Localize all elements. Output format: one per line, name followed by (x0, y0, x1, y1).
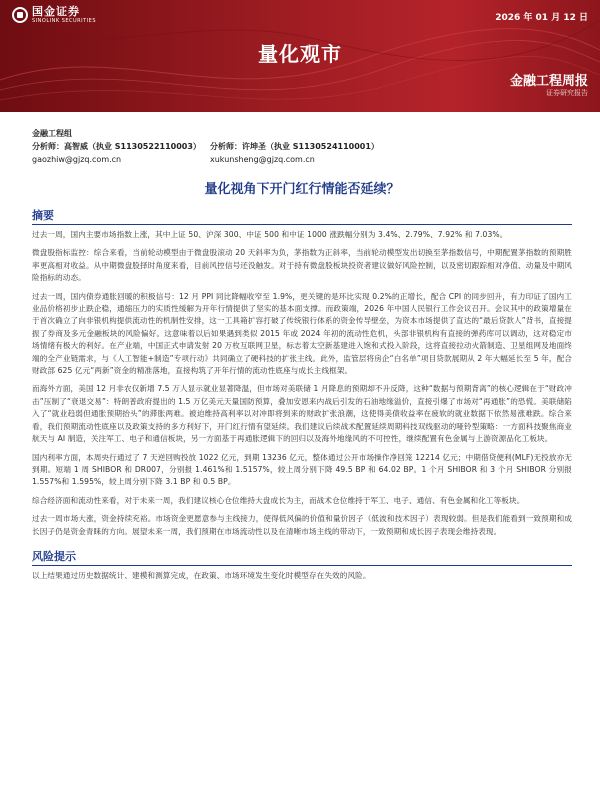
logo-name-cn: 国金证券 (32, 5, 80, 18)
summary-paragraph: 综合经济面和流动性来看，对于未来一周，我们建议核心仓位维持大盘成长为主，而战术仓位维持于军工、电子、通信、有色金属和化工等板块。 (32, 495, 525, 505)
company-logo (12, 6, 96, 24)
analyst-list (32, 141, 572, 164)
analyst-card (210, 141, 388, 164)
main-title: 量化视角下开门红行情能否延续？ (204, 182, 400, 197)
summary-paragraph: 过去一周，国内主要市场指数上涨，其中上证 50、沪深 300、中证 500 和中证 1000 涨跌幅分别为 3.4%、2.79%、7.92% 和 7.03%。 (32, 230, 508, 239)
report-date: 2026 年 01 月 12 日 (495, 13, 588, 23)
summary-paragraph: 过去一周，国内债券通胀回暖的积极信号：12 月 PPI 同比降幅收窄至 1.9%，更关键的是环比实现 0.2%的正增长，配合 CPI 的同步回升，有力印证了国内工业品价格初步止跌企稳，通缩压力的实质性缓解为开年行情提供了坚实的基本面支撑。而政策端，2026 年中国人民银行工作会议召开。会议其中的政策增量在于首次确立了向非银机构提供流动性的机制性安排，这一工具箱扩容打破了传统银行体系的资金传导壁垒，为资本市场提供了直达的“最后贷款人”背书，直接提振了券商及多元金融板块的风险偏好。这意味着以后如果遇到类似 2015 年或 2024 年初的流动性危机，头部非银机构有直接的弹药库可以调动，这对稳定市场情绪有极大的利好。在产业端，中国正式申请发射 20 万枚互联网卫星，标志着太空新基建进入饱和式投入阶段，这将直接拉动火箭制造、卫星组网及地面终端的全产业链需求，与《人工智能+制造”专项行动》共同确立了硬科技的扩张主线。此外，监管层将房企“白名单”项目贷款展期从 2 年大幅延长至 5 年，配合财政部 625 亿元“两新”资金的精准落地，直接构筑了开年行情的流动性底座与成长主线框架。 (32, 291, 572, 376)
header-banner (0, 0, 600, 112)
analyst-name: 分析师：高智威（执业 S1130522110003） (32, 142, 201, 151)
logo-name-en: SINOLINK SECURITIES (32, 18, 96, 24)
summary-paragraph: 而海外方面，美国 12 月非农仅新增 7.5 万人显示就业显著降温，但市场对美联储 1 月降息的预期却不升反降，这种“数据与预期背离”的核心逻辑在于“财政冲击”压制了“衰退交易”：特朗普政府提出的 1.5 万亿美元天量国防预算，叠加安恩来内战后引发的石油地缘溢价，直接引爆了市场对“再通胀”的恐慌。美联储陷入了“就业趋弱但通胀预期抬头”的滞胀两难。被迫维持高利率以对冲即将到来的财政扩张浪潮，这使得美债收益率在疲软的就业数据下依然易涨难跌。综合来看，我们预期流动性底座以及政策支持的多方利好下，开门红行情有望延续。我们建议后续战术配置延续周期科技双线驱动的哑铃型策略：一方面科技聚焦商业航天与 AI 制造，关注军工、电子和通信板块，另一方面基于再通胀逻辑下的回归以及海外地缘风的不可控性，继续配置有色金属与上游资源品化工板块。 (32, 384, 572, 444)
summary-paragraph: 过去一周市场大涨，资金持续充裕。市场资金更愿意参与主线接力，使得低风偏的价值和量价因子（低波和技术因子）表现较弱。但是我们能看到一致预期和成长因子仍是资金青睐的方向。展望未来一周，我们预期在市场流动性以及在清晰市场主线的带动下，一致预期和成长因子表现会维持表现。 (32, 514, 572, 536)
analyst-email[interactable]: gaozhiw@gjzq.com.cn (32, 155, 122, 164)
research-group: 金融工程组 (32, 129, 72, 138)
report-title: 量化观市 (258, 42, 342, 66)
report-body (32, 128, 572, 588)
analyst-card (32, 141, 210, 164)
analyst-name: 分析师：许坤圣（执业 S1130524110001） (210, 142, 379, 151)
report-type: 金融工程周报 (509, 74, 588, 89)
risk-paragraph: 以上结果通过历史数据统计、建模和测算完成，在政策、市场环境发生变化时模型存在失效的风险。 (32, 570, 371, 580)
report-subtype: 证券研究报告 (546, 89, 588, 97)
logo-icon (12, 7, 28, 23)
summary-paragraph: 国内利率方面，本周央行通过了 7 天逆回购投放 1022 亿元，到期 13236 亿元，整体通过公开市场操作净回笼 12214 亿元；中期借贷便利(MLF)无投放亦无到期。短端 1 周 SHIBOR 和 DR007，分别报 1.461%和 1.5157%，较上周分别下降 49.5 BP 和 64.02 BP。1 个月 SHIBOR 和 3 个月 SHIBOR 分别报 1.557%和 1.595%，较上周分别下降 3.1 BP 和 0.5 BP。 (32, 452, 572, 487)
analyst-email[interactable]: xukunsheng@gjzq.com.cn (210, 155, 315, 164)
summary-heading: 摘要 (32, 207, 572, 225)
summary-paragraph: 微盘股指标监控：综合来看，当前轮动模型由于微盘股滚动 20 天斜率为负，茅指数为正斜率，当前轮动模型发出切换至茅指数信号，中期配置茅指数的预期胜率更高相对收益。从中期微盘股择时角度来看，目前风控信号还没触发。对于持有微盘股板块投资者建议做好风险控制，以及密切跟踪相对净值、动量及中期风险指标的动态。 (32, 248, 572, 283)
risk-heading: 风险提示 (32, 548, 572, 566)
